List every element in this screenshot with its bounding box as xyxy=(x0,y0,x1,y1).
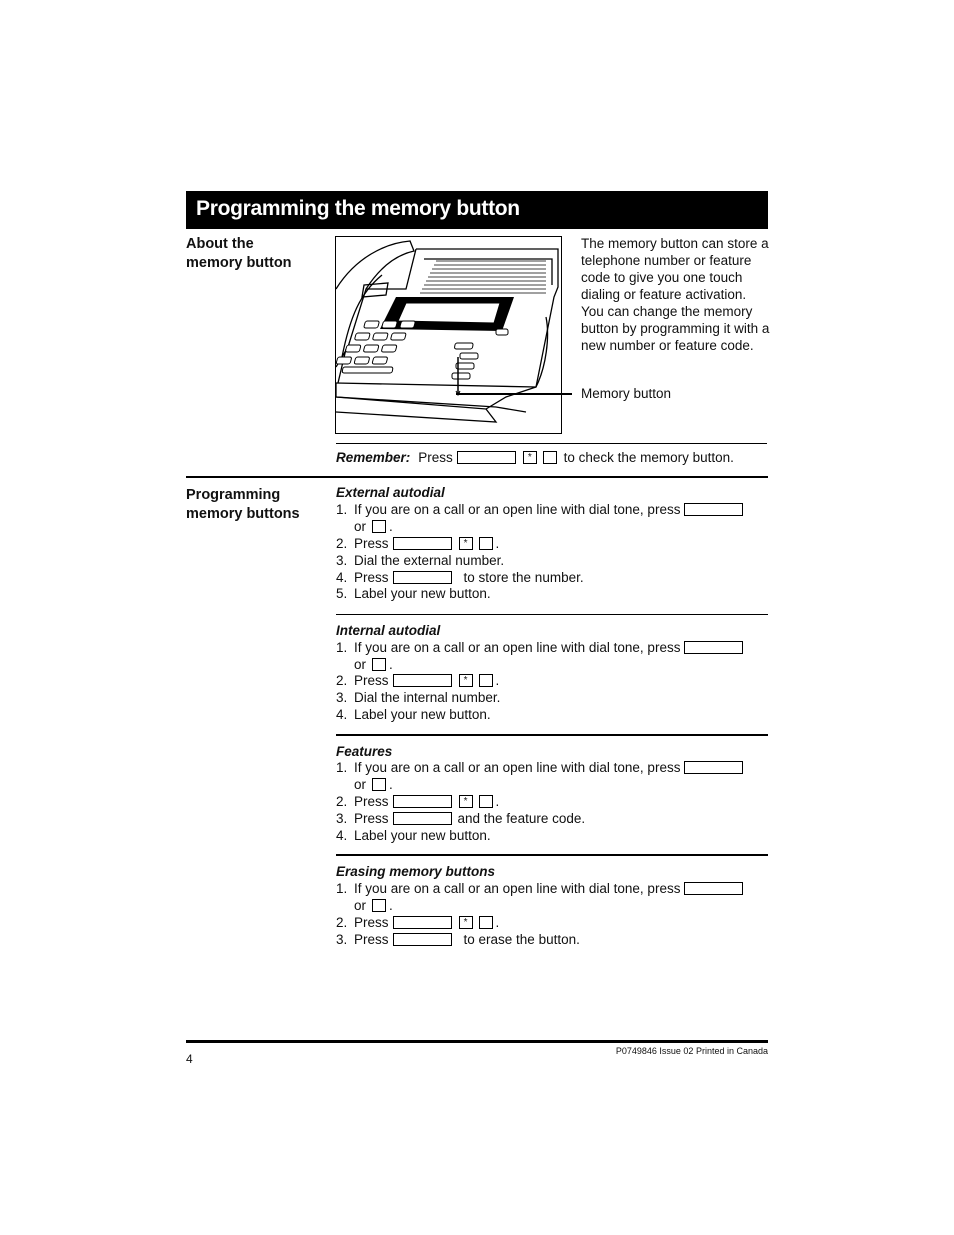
star-key-box: * xyxy=(459,537,473,550)
internal-step-1-or: or . xyxy=(354,657,393,672)
feature-key-box xyxy=(393,795,452,808)
memory-key-box xyxy=(479,795,493,808)
page-title: Programming the memory button xyxy=(196,197,520,220)
memory-key-box xyxy=(479,916,493,929)
line-key-box xyxy=(372,778,386,791)
star-key-box: * xyxy=(523,451,537,464)
internal-autodial-title: Internal autodial xyxy=(336,623,441,638)
external-step-3: 3. Dial the external number. xyxy=(336,553,505,568)
features-step-2: 2. Press * . xyxy=(336,794,500,809)
external-step-4: 4. Press to store the number. xyxy=(336,570,584,585)
programming-heading-line2: memory buttons xyxy=(186,506,300,522)
footer-rule xyxy=(186,1040,768,1043)
external-divider xyxy=(336,614,768,615)
line-key-box xyxy=(372,899,386,912)
features-step-3: 3. Press and the feature code. xyxy=(336,811,586,826)
remember-line xyxy=(336,450,734,465)
internal-step-1: 1. If you are on a call or an open line with dial tone, press xyxy=(336,640,747,655)
features-title: Features xyxy=(336,744,393,759)
erasing-title: Erasing memory buttons xyxy=(336,864,496,879)
feature-key-box xyxy=(684,503,743,516)
document-code: P0749846 Issue 02 Printed in Canada xyxy=(615,1046,768,1056)
programming-heading xyxy=(186,486,326,524)
features-divider xyxy=(336,854,768,856)
internal-step-4: 4. Label your new button. xyxy=(336,707,491,722)
feature-key-box xyxy=(393,933,452,946)
memory-key-box xyxy=(479,674,493,687)
external-step-1-or: or . xyxy=(354,519,393,534)
remember-text: to check the memory button. xyxy=(563,450,734,465)
feature-key-box xyxy=(393,537,452,550)
features-step-1: 1. If you are on a call or an open line with dial tone, press xyxy=(336,760,747,775)
erasing-step-3: 3. Press to erase the button. xyxy=(336,932,580,947)
feature-key-box xyxy=(684,761,743,774)
star-key-box: * xyxy=(459,795,473,808)
feature-key-box xyxy=(393,571,452,584)
about-heading-line1: About the xyxy=(186,236,254,252)
section-divider xyxy=(186,476,768,478)
external-step-1: 1. If you are on a call or an open line with dial tone, press xyxy=(336,502,747,517)
page-title-bar xyxy=(186,191,768,229)
remember-press-text: Press xyxy=(418,450,453,465)
internal-step-3: 3. Dial the internal number. xyxy=(336,690,501,705)
about-heading xyxy=(186,235,326,273)
telephone-icon xyxy=(336,237,562,434)
remember-label: Remember: xyxy=(336,450,411,465)
external-autodial-title: External autodial xyxy=(336,485,445,500)
feature-key-box xyxy=(393,674,452,687)
features-step-1-or: or . xyxy=(354,777,393,792)
star-key-box: * xyxy=(459,916,473,929)
features-step-4: 4. Label your new button. xyxy=(336,828,491,843)
feature-key-box xyxy=(393,812,452,825)
feature-key-box xyxy=(457,451,516,464)
memory-key-box xyxy=(479,537,493,550)
star-key-box: * xyxy=(459,674,473,687)
about-description: The memory button can store a telephone number or feature code to give you one touch dialing or feature activation. You can change the memory button by programming it with a new number or feature code. xyxy=(581,236,770,353)
memory-button-callout-line xyxy=(456,393,572,395)
erasing-step-1-or: or . xyxy=(354,898,393,913)
about-heading-line2: memory button xyxy=(186,255,292,271)
erasing-step-1: 1. If you are on a call or an open line with dial tone, press xyxy=(336,881,747,896)
feature-key-box xyxy=(684,882,743,895)
remember-divider xyxy=(336,443,767,444)
internal-divider xyxy=(336,734,768,736)
external-step-2: 2. Press * . xyxy=(336,536,500,551)
feature-key-box xyxy=(393,916,452,929)
feature-key-box xyxy=(684,641,743,654)
memory-button-callout: Memory button xyxy=(581,386,672,401)
memory-key-box xyxy=(543,451,557,464)
page-number: 4 xyxy=(186,1052,193,1066)
internal-step-2: 2. Press * . xyxy=(336,673,500,688)
erasing-step-2: 2. Press * . xyxy=(336,915,500,930)
programming-heading-line1: Programming xyxy=(186,487,281,503)
telephone-illustration xyxy=(335,236,562,434)
line-key-box xyxy=(372,520,386,533)
external-step-5: 5. Label your new button. xyxy=(336,586,491,601)
line-key-box xyxy=(372,658,386,671)
